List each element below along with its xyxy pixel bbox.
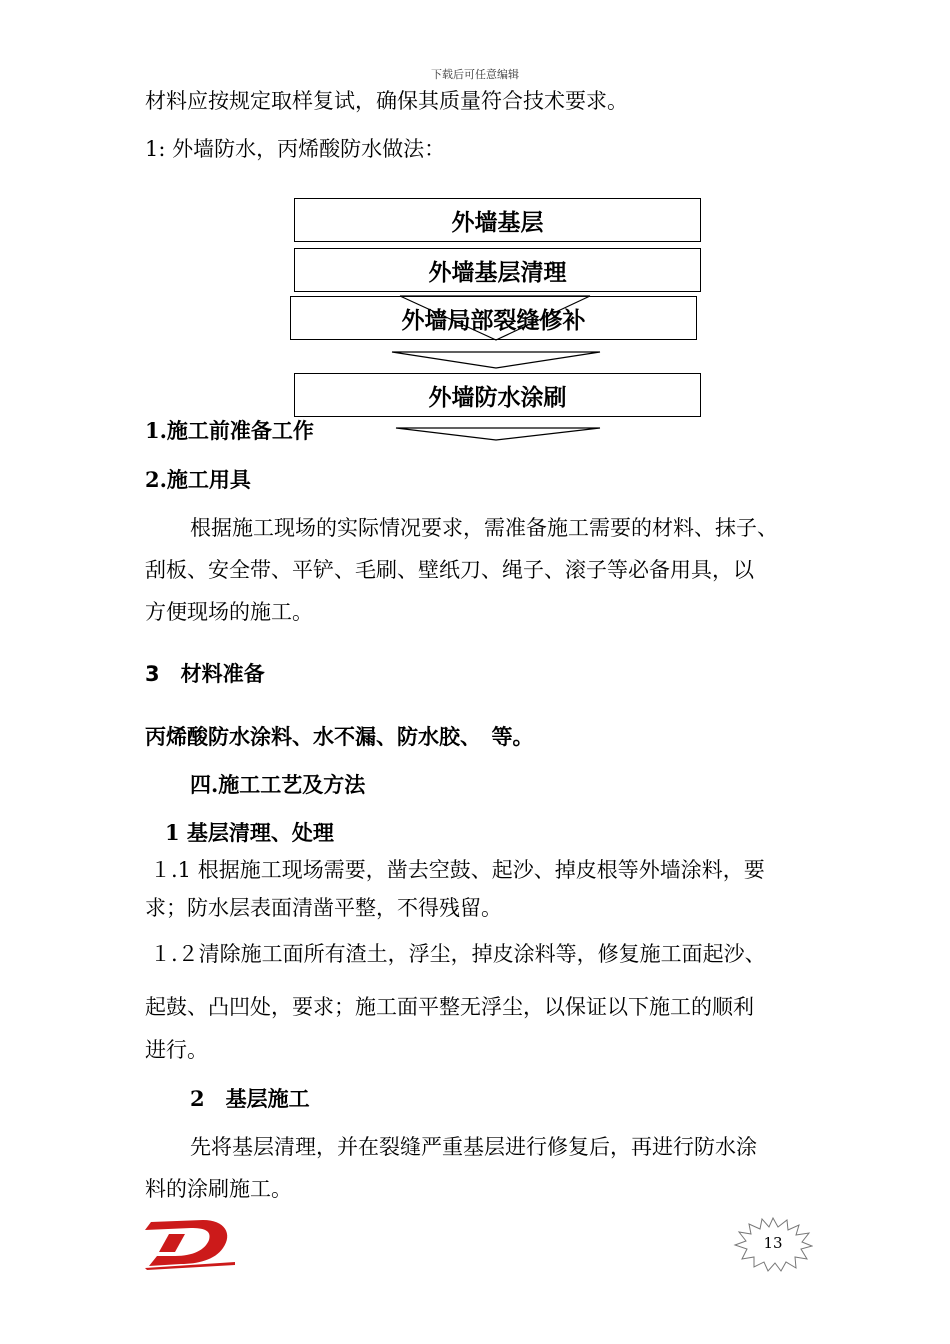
paragraph: 材料应按规定取样复试，确保其质量符合技术要求。 <box>145 89 628 113</box>
paragraph: 刮板、安全带、平铲、毛刷、壁纸刀、绳子、滚子等必备用具，以 <box>145 558 754 582</box>
paragraph: １.２清除施工面所有渣土，浮尘，掉皮涂料等，修复施工面起沙、 <box>150 942 766 966</box>
section-heading: 3 材料准备 <box>145 662 265 686</box>
paragraph: 求；防水层表面清凿平整，不得残留。 <box>145 896 502 920</box>
section-heading: 2.施工用具 <box>145 467 251 492</box>
section-heading: 1 基层清理、处理 <box>165 820 334 845</box>
paragraph: 丙烯酸防水涂料、水不漏、防水胶、 等。 <box>145 725 534 749</box>
paragraph: 进行。 <box>145 1038 208 1062</box>
flow-step-4: 外墙防水涂刷 <box>294 373 701 417</box>
flow-step-2: 外墙基层清理 <box>294 248 701 292</box>
page-header: 下载后可任意编辑 <box>431 68 519 81</box>
paragraph: 料的涂刷施工。 <box>145 1177 292 1201</box>
flow-step-3: 外墙局部裂缝修补 <box>290 296 697 340</box>
section-heading: 四.施工工艺及方法 <box>190 772 366 797</box>
paragraph: １.1 根据施工现场需要，凿去空鼓、起沙、掉皮根等外墙涂料，要 <box>150 858 765 882</box>
section-heading: 1.施工前准备工作 <box>145 418 314 443</box>
paragraph: 方便现场的施工。 <box>145 600 313 624</box>
paragraph: 起鼓、凸凹处，要求；施工面平整无浮尘，以保证以下施工的顺利 <box>145 995 754 1019</box>
paragraph: 先将基层清理，并在裂缝严重基层进行修复后，再进行防水涂 <box>190 1135 757 1159</box>
flow-step-1: 外墙基层 <box>294 198 701 242</box>
company-logo-icon <box>145 1212 235 1270</box>
page-number-badge <box>733 1216 813 1272</box>
paragraph: 1: 外墙防水，丙烯酸防水做法： <box>145 137 446 161</box>
section-heading: 2 基层施工 <box>190 1086 310 1111</box>
paragraph: 根据施工现场的实际情况要求，需准备施工需要的材料、抹子、 <box>190 516 778 540</box>
page-number: 13 <box>763 1234 783 1252</box>
